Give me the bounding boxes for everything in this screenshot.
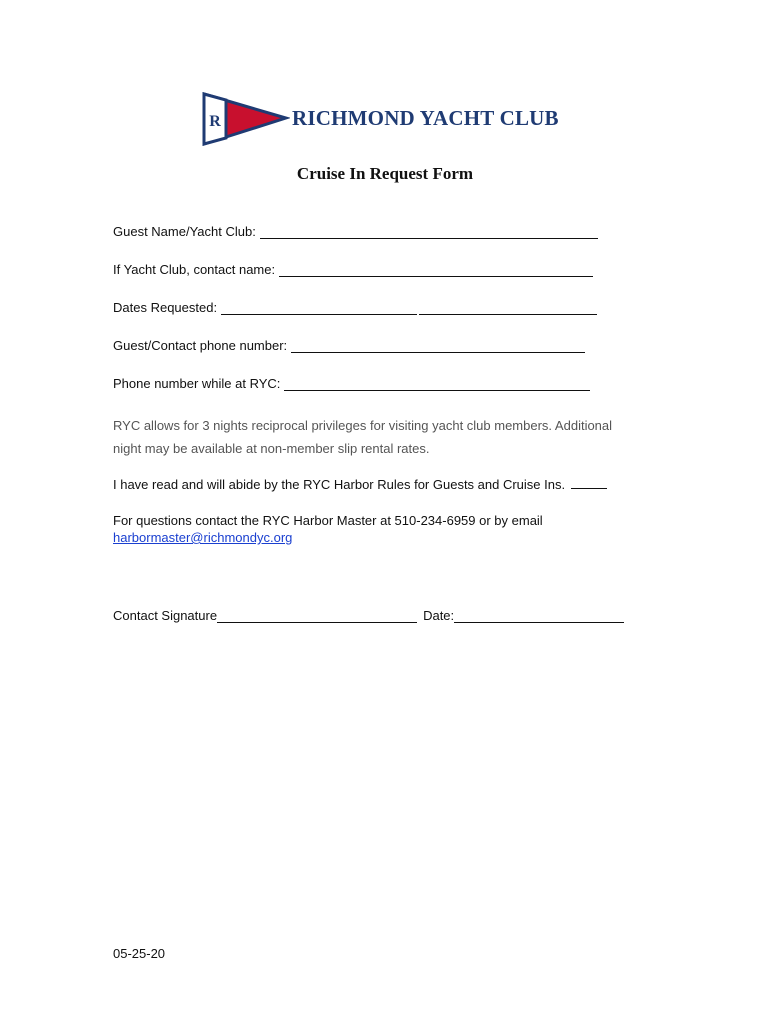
- phone-at-ryc-field[interactable]: [113, 376, 590, 394]
- contact-text: For questions contact the RYC Harbor Master at 510-234-6959 or by email: [113, 513, 543, 528]
- field-label: Guest/Contact phone number:: [113, 338, 288, 353]
- club-logo: [200, 92, 570, 148]
- logo-letter: R: [209, 113, 221, 130]
- date-label: Date:: [423, 608, 455, 623]
- dates-from-input-line[interactable]: [221, 300, 417, 315]
- guest-name-input-line[interactable]: [260, 224, 598, 239]
- note-line: RYC allows for 3 nights reciprocal privileges for visiting yacht club members. Additional: [113, 418, 613, 433]
- field-label: If Yacht Club, contact name:: [113, 262, 276, 277]
- form-title: Cruise In Request Form: [296, 164, 474, 183]
- guest-name-field[interactable]: [113, 224, 598, 242]
- rules-text: I have read and will abide by the RYC Harbor Rules for Guests and Cruise Ins.: [113, 477, 566, 492]
- field-label: Guest Name/Yacht Club:: [113, 224, 256, 239]
- rules-acknowledgement: [113, 476, 607, 492]
- email-link[interactable]: harbormaster@richmondyc.org: [113, 530, 293, 545]
- field-label: Dates Requested:: [113, 300, 218, 315]
- phone-at-ryc-input-line[interactable]: [284, 376, 590, 391]
- guest-phone-input-line[interactable]: [291, 338, 585, 353]
- brand-name: RICHMOND YACHT CLUB: [292, 106, 559, 130]
- burgee-flag-icon: [200, 92, 290, 148]
- note-line: night may be available at non-member slip rental rates.: [113, 441, 430, 456]
- contact-name-field[interactable]: [113, 262, 593, 280]
- contact-name-input-line[interactable]: [279, 262, 593, 277]
- initials-input-line[interactable]: [571, 476, 607, 489]
- dates-to-input-line[interactable]: [419, 300, 597, 315]
- dates-requested-field[interactable]: [113, 300, 597, 318]
- revision-code: 05-25-20: [113, 946, 166, 961]
- signature-input-line[interactable]: [217, 608, 417, 623]
- signature-label: Contact Signature: [113, 608, 218, 623]
- field-label: Phone number while at RYC:: [113, 376, 281, 391]
- guest-phone-field[interactable]: [113, 338, 585, 356]
- signature-row[interactable]: [113, 608, 624, 626]
- date-input-line[interactable]: [454, 608, 624, 623]
- contact-info: [113, 513, 543, 545]
- reciprocal-note: [113, 414, 673, 460]
